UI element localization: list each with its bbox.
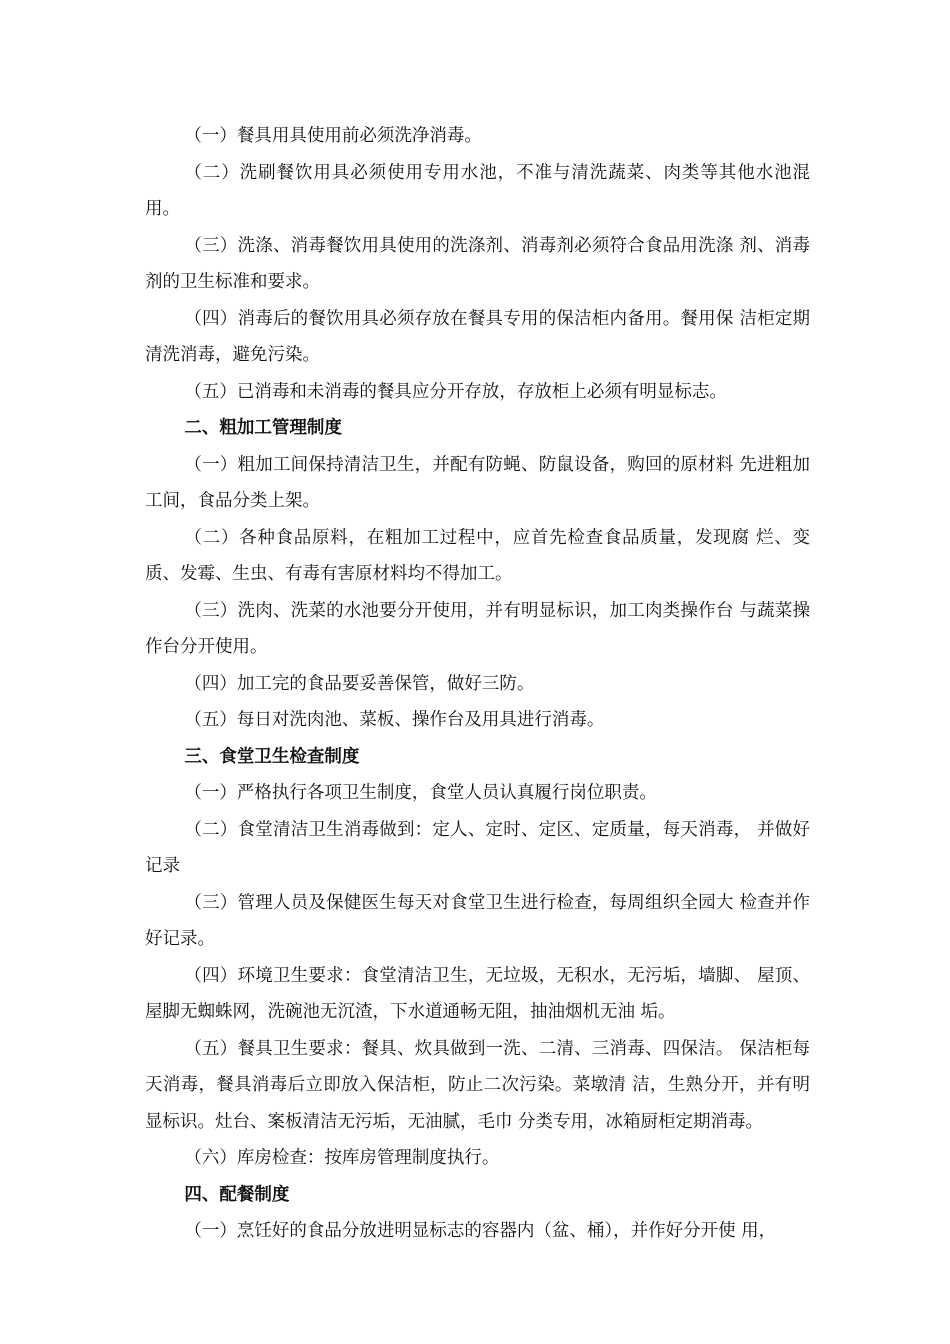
s3-item-2: （二）食堂清洁卫生消毒做到：定人、定时、定区、定质量，每天消毒， 并做好记录	[145, 819, 810, 876]
s3-item-3: （三）管理人员及保健医生每天对食堂卫生进行检查，每周组织全园大 检查并作好记录。	[145, 892, 810, 949]
s2-item-1: （一）粗加工间保持清洁卫生，并配有防蝇、防鼠设备，购回的原材料 先进粗加工间，食品分类上架。	[145, 454, 810, 511]
s3-item-1: （一）严格执行各项卫生制度，食堂人员认真履行岗位职责。	[184, 783, 657, 803]
s2-item-4: （四）加工完的食品要妥善保管，做好三防。	[184, 673, 535, 694]
s1-item-2: （二）洗刷餐饮用具必须使用专用水池，不准与清洗蔬菜、肉类等其他水池混用。	[145, 162, 810, 219]
s1-item-4: （四）消毒后的餐饮用具必须存放在餐具专用的保洁柜内备用。餐用保 洁柜定期清洗消毒，避免污染。	[145, 308, 810, 365]
s4-item-1: （一）烹饪好的食品分放进明显标志的容器内（盆、桶），并作好分开使 用，	[184, 1221, 777, 1241]
section-4-heading: 四、配餐制度	[184, 1184, 290, 1205]
s2-item-2: （二）各种食品原料，在粗加工过程中，应首先检查食品质量，发现腐 烂、变质、发霉、生虫、有毒有害原材料均不得加工。	[145, 527, 810, 584]
s1-item-5: （五）已消毒和未消毒的餐具应分开存放，存放柜上必须有明显标志。	[184, 381, 727, 402]
section-3-heading: 三、食堂卫生检查制度	[184, 746, 360, 767]
s2-item-5: （五）每日对洗肉池、菜板、操作台及用具进行消毒。	[184, 710, 605, 730]
section-2-heading: 二、粗加工管理制度	[184, 418, 342, 438]
s3-item-6: （六）库房检查：按库房管理制度执行。	[184, 1148, 500, 1168]
s3-item-4: （四）环境卫生要求：食堂清洁卫生，无垃圾，无积水，无污垢，墙脚、 屋顶、屋脚无蜘蛛网，洗碗池无沉渣，下水道通畅无阻，抽油烟机无油 垢。	[145, 965, 810, 1022]
s2-item-3: （三）洗肉、洗菜的水池要分开使用，并有明显标识，加工肉类操作台 与蔬菜操作台分开使用。	[145, 600, 810, 657]
s1-item-1: （一）餐具用具使用前必须洗净消毒。	[184, 126, 482, 146]
document-body	[145, 118, 810, 1250]
s3-item-5: （五）餐具卫生要求：餐具、炊具做到一洗、二清、三消毒、四保洁。 保洁柜每天消毒，餐具消毒后立即放入保洁柜，防止二次污染。菜墩清 洁，生熟分开，并有明显标识。灶台、案板清洁无污垢，无油腻，毛巾 分类专用，冰箱厨柜定期消毒。	[145, 1038, 810, 1132]
s1-item-3: （三）洗涤、消毒餐饮用具使用的洗涤剂、消毒剂必须符合食品用洗涤 剂、消毒剂的卫生标准和要求。	[145, 235, 810, 292]
